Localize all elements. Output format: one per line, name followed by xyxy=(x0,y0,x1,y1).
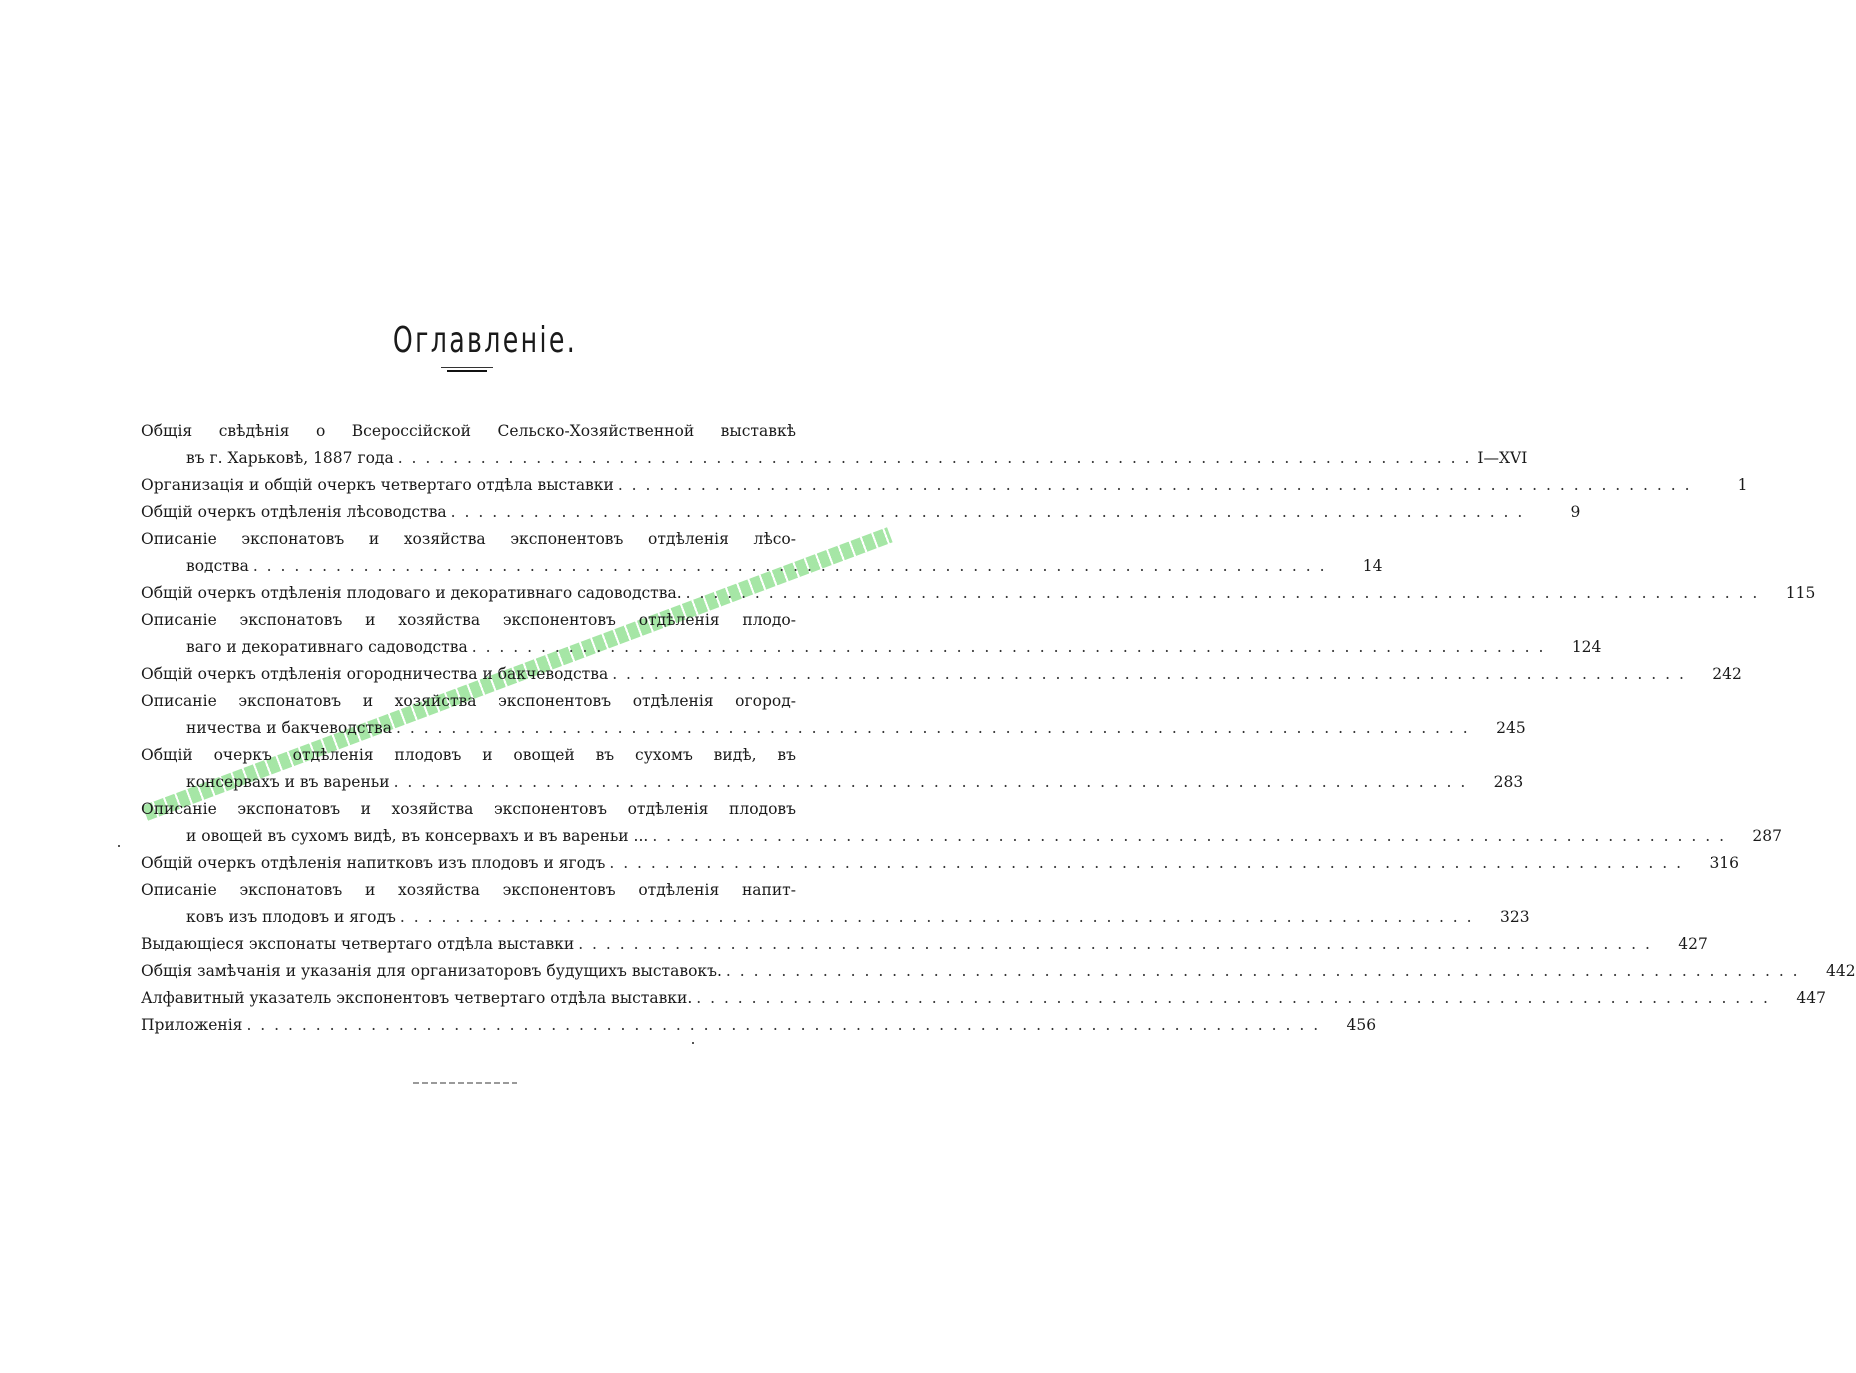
dot-leader: . . . . . . . . . . . . . . . . . . . . . . . . . . . . . . . . . . . . . . . . . . . . . . . . . . . . . . . . . . . . . . . . . . . . . . . . . . . . . . xyxy=(725,962,1800,980)
toc-entry xyxy=(141,931,1708,958)
dot-leader: . . . . . . . . . . . . . . . . . . . . . . . . . . . . . . . . . . . . . . . . . . . . . . . . . . . . . . . . . . . . . . . . . . . . . . . . . . . . . . xyxy=(609,854,1684,872)
toc-entry xyxy=(141,526,1383,580)
toc-entry xyxy=(141,742,1524,796)
dot-leader: . . . . . . . . . . . . . . . . . . . . . . . . . . . . . . . . . . . . . . . . . . . . . . . . . . . . . . . . . . . . . . . . . . . . . . . . . . . . . . xyxy=(617,476,1692,494)
toc-entry-text: ничества и бакчеводства xyxy=(186,719,392,737)
toc-entry-text: Алфавитный указатель экспонентовъ четвертаго отдѣла выставки. xyxy=(141,989,693,1007)
dot-leader: . . . . . . . . . . . . . . . . . . . . . . . . . . . . . . . . . . . . . . . . . . . . . . . . . . . . . . . . . . . . . . . . . . . . . . . . . . . . . . xyxy=(396,719,1470,737)
toc-entry-text: Общій очеркъ отдѣленія лѣсоводства xyxy=(141,503,447,521)
dot-leader: . . . . . . . . . . . . . . . . . . . . . . . . . . . . . . . . . . . . . . . . . . . . . . . . . . . . . . . . . . . . . . . . . . . . . . . . . . . . . . xyxy=(450,503,1525,521)
print-speck xyxy=(118,845,120,847)
toc-page-number: 124 xyxy=(1571,638,1602,656)
toc-entry xyxy=(141,958,1856,985)
dot-leader: . . . . . . . . . . . . . . . . . . . . . . . . . . . . . . . . . . . . . . . . . . . . . . . . . . . . . . . . . . . . . . . . . . . . . . . . . . . . . . xyxy=(246,1016,1321,1034)
dot-leader: . . . . . . . . . . . . . . . . . . . . . . . . . . . . . . . . . . . . . . . . . . . . . . . . . . . . . . . . . . . . . . . . . . . . . . . . . . . . . . xyxy=(397,449,1472,467)
dot-leader: . . . . . . . . . . . . . . . . . . . . . . . . . . . . . . . . . . . . . . . . . . . . . . . . . . . . . . . . . . . . . . . . . . . . . . . . . . . . . . xyxy=(685,584,1760,602)
toc-page-number: 287 xyxy=(1752,827,1782,845)
toc-page-number: 442 xyxy=(1826,962,1856,980)
toc-entry xyxy=(141,1012,1377,1039)
toc-page-number: 427 xyxy=(1678,935,1708,953)
toc-page-number: 316 xyxy=(1709,854,1740,872)
toc-entry xyxy=(141,877,1530,931)
toc-entry-text: водства xyxy=(186,557,249,575)
toc-page-number: 456 xyxy=(1346,1016,1377,1034)
title-ornament-rule xyxy=(441,367,493,373)
toc-entry-text: Общія замѣчанія и указанія для организаторовъ будущихъ выставокъ. xyxy=(141,962,722,980)
toc-entry xyxy=(141,580,1816,607)
toc-page-number: 245 xyxy=(1496,719,1526,737)
toc-entry-text: Описаніе экспонатовъ и хозяйства экспонентовъ отдѣленія лѣсо- xyxy=(141,530,796,548)
toc-entry xyxy=(141,688,1526,742)
dot-leader: . . . . . . . . . . . . . . . . . . . . . . . . . . . . . . . . . . . . . . . . . . . . . . . . . . . . . . . . . . . . . . . . . . . . . . . . . . . . . . xyxy=(696,989,1770,1007)
table-of-contents xyxy=(141,418,1856,1039)
dot-leader: . . . . . . . . . . . . . . . . . . . . . . . . . . . . . . . . . . . . . . . . . . . . . . . . . . . . . . . . . . . . . . . . . . . . . . . . . . . . . . xyxy=(471,638,1546,656)
dot-leader: . . . . . . . . . . . . . . . . . . . . . . . . . . . . . . . . . . . . . . . . . . . . . . . . . . . . . . . . . . . . . . . . . . . . . . . . . . . . . . xyxy=(652,827,1726,845)
toc-entry-text: ваго и декоративнаго садоводства xyxy=(186,638,468,656)
bottom-rule xyxy=(413,1082,517,1084)
page-title: Оглавленіе. xyxy=(392,320,578,362)
toc-entry-text: Описаніе экспонатовъ и хозяйства экспонентовъ отдѣленія напит- xyxy=(141,881,796,899)
toc-page-number: 115 xyxy=(1785,584,1816,602)
toc-entry xyxy=(141,472,1748,499)
toc-entry-text: консервахъ и въ вареньи xyxy=(186,773,390,791)
toc-entry-text: въ г. Харьковѣ, 1887 года xyxy=(186,449,394,467)
toc-entry-text: Организація и общій очеркъ четвертаго отдѣла выставки xyxy=(141,476,614,494)
toc-entry-text: ковъ изъ плодовъ и ягодъ xyxy=(186,908,396,926)
toc-entry-text: и овощей въ сухомъ видѣ, въ консервахъ и въ вареньи ... xyxy=(186,827,649,845)
toc-entry-text: Описаніе экспонатовъ и хозяйства экспонентовъ отдѣленія плодо- xyxy=(141,611,796,629)
toc-page-number: 14 xyxy=(1362,557,1383,575)
toc-entry-text: Описаніе экспонатовъ и хозяйства экспонентовъ отдѣленія плодовъ xyxy=(141,800,796,818)
toc-entry-text: Общій очеркъ отдѣленія плодовъ и овощей въ сухомъ видѣ, въ xyxy=(141,746,796,764)
dot-leader: . . . . . . . . . . . . . . . . . . . . . . . . . . . . . . . . . . . . . . . . . . . . . . . . . . . . . . . . . . . . . . . . . . . . . . . . . . . . . . xyxy=(252,557,1327,575)
dot-leader: . . . . . . . . . . . . . . . . . . . . . . . . . . . . . . . . . . . . . . . . . . . . . . . . . . . . . . . . . . . . . . . . . . . . . . . . . . . . . . xyxy=(393,773,1468,791)
toc-entry-text: Общія свѣдѣнія о Всероссійской Сельско-Хозяйственной выставкѣ xyxy=(141,422,796,440)
toc-entry-text: Общій очеркъ отдѣленія огородничества и бакчеводства xyxy=(141,665,609,683)
toc-entry-text: Описаніе экспонатовъ и хозяйства экспонентовъ отдѣленія огород- xyxy=(141,692,796,710)
toc-entry-text: Общій очеркъ отдѣленія плодоваго и декоративнаго садоводства. xyxy=(141,584,682,602)
toc-entry-text: Приложенія xyxy=(141,1016,243,1034)
toc-entry xyxy=(141,796,1782,850)
toc-page-number: 283 xyxy=(1493,773,1524,791)
dot-leader: . . . . . . . . . . . . . . . . . . . . . . . . . . . . . . . . . . . . . . . . . . . . . . . . . . . . . . . . . . . . . . . . . . . . . . . . . . . . . . xyxy=(399,908,1474,926)
toc-page-number: 1 xyxy=(1737,476,1748,494)
toc-page-number: 9 xyxy=(1570,503,1581,521)
toc-page-number: 242 xyxy=(1712,665,1742,683)
toc-entry xyxy=(141,499,1581,526)
toc-entry-text: Общій очеркъ отдѣленія напитковъ изъ плодовъ и ягодъ xyxy=(141,854,606,872)
toc-entry xyxy=(141,607,1602,661)
toc-page-number: I—XVI xyxy=(1477,449,1528,467)
toc-page-number: 447 xyxy=(1796,989,1826,1007)
toc-page-number: 323 xyxy=(1500,908,1530,926)
toc-entry xyxy=(141,850,1740,877)
dot-leader: . . . . . . . . . . . . . . . . . . . . . . . . . . . . . . . . . . . . . . . . . . . . . . . . . . . . . . . . . . . . . . . . . . . . . . . . . . . . . . xyxy=(612,665,1686,683)
dot-leader: . . . . . . . . . . . . . . . . . . . . . . . . . . . . . . . . . . . . . . . . . . . . . . . . . . . . . . . . . . . . . . . . . . . . . . . . . . . . . . xyxy=(578,935,1652,953)
print-speck xyxy=(692,1042,694,1044)
toc-entry xyxy=(141,661,1742,688)
toc-entry-text: Выдающіеся экспонаты четвертаго отдѣла выставки xyxy=(141,935,575,953)
toc-entry xyxy=(141,418,1528,472)
toc-entry xyxy=(141,985,1826,1012)
